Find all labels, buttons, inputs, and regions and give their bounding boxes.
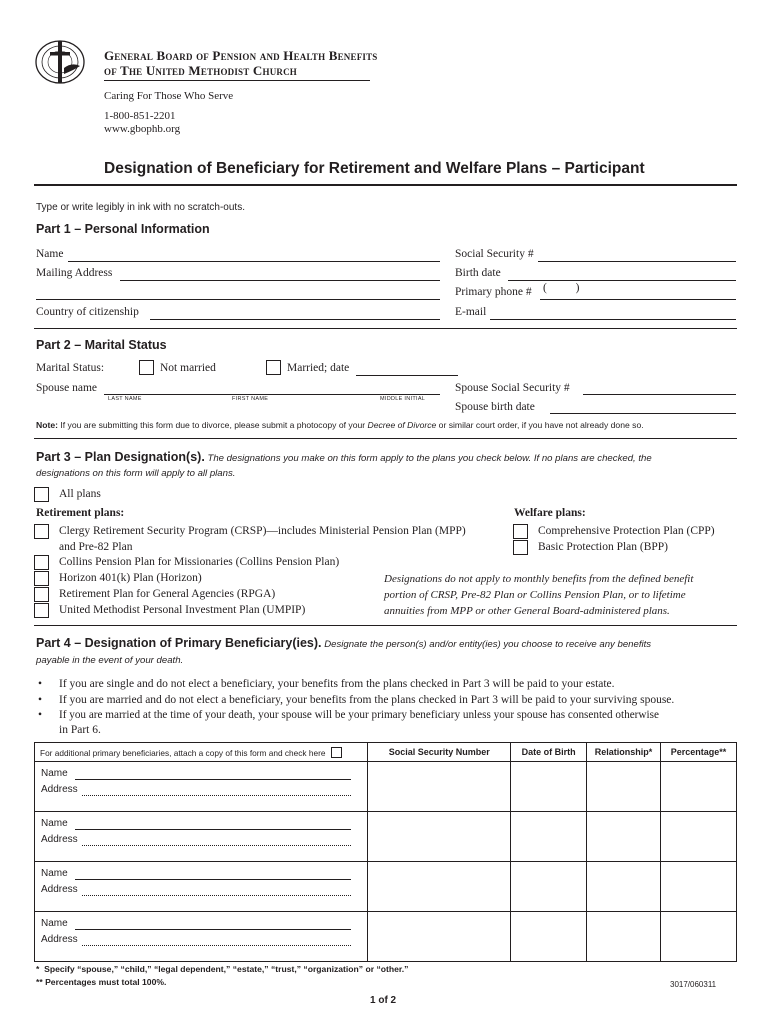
beneficiary-ssn-cell[interactable]: [368, 762, 511, 812]
additional-beneficiaries-text: For additional primary beneficiaries, attach a copy of this form and check here: [40, 747, 326, 758]
welfare-note-3: annuities from MPP or other General Board-administered plans.: [384, 605, 670, 617]
part4-heading-row: [36, 636, 651, 650]
beneficiary-address-line: [82, 895, 351, 896]
crsp-checkbox[interactable]: [34, 524, 49, 539]
additional-beneficiaries-checkbox[interactable]: [331, 747, 342, 758]
bullet-2-dot: •: [38, 694, 43, 706]
table-row: [35, 912, 737, 962]
married-checkbox[interactable]: [266, 360, 281, 375]
beneficiary-name-address-cell[interactable]: [35, 862, 368, 912]
marital-status-label: Marital Status:: [36, 362, 105, 374]
middle-initial-caption: MIDDLE INITIAL: [380, 396, 426, 402]
crsp-label-cont: and Pre-82 Plan: [59, 541, 133, 553]
divorce-note: [36, 420, 644, 430]
last-name-caption: LAST NAME: [108, 396, 142, 402]
spouse-birth-label: Spouse birth date: [455, 401, 535, 413]
footnote-percentage: ** Percentages must total 100%.: [36, 977, 167, 987]
part4-subtext-b: payable in the event of your death.: [36, 655, 184, 666]
part3-subtext-a: The designations you make on this form apply to the plans you check below. If no plans are checked, the: [204, 453, 652, 464]
primary-phone-label: Primary phone #: [455, 286, 532, 298]
beneficiary-percentage-cell[interactable]: [661, 762, 737, 812]
birth-date-label: Birth date: [455, 267, 501, 279]
relationship-column-header: Relationship*: [587, 743, 661, 762]
org-website: www.gbophb.org: [104, 123, 181, 135]
bullet-3: If you are married at the time of your death, your spouse will be your primary beneficiary unless your spouse has consented otherwise: [59, 709, 659, 721]
beneficiary-table-header: [35, 743, 737, 762]
bpp-checkbox[interactable]: [513, 540, 528, 555]
birth-date-field[interactable]: [508, 280, 736, 281]
cpp-checkbox[interactable]: [513, 524, 528, 539]
beneficiary-name-address-cell[interactable]: [35, 912, 368, 962]
beneficiary-name-line: [75, 929, 351, 930]
ssn-label: Social Security #: [455, 248, 534, 260]
all-plans-checkbox[interactable]: [34, 487, 49, 502]
beneficiary-percentage-cell[interactable]: [661, 862, 737, 912]
phone-area-code: ( ): [543, 282, 580, 294]
note-decree: Decree of Divorce: [367, 420, 437, 430]
note-text-b: or similar court order, if you have not already done so.: [436, 420, 644, 430]
beneficiary-name-label: Name: [41, 918, 68, 929]
percentage-column-header: Percentage**: [661, 743, 737, 762]
bullet-1-dot: •: [38, 678, 43, 690]
beneficiary-address-line: [82, 795, 351, 796]
beneficiary-name-line: [75, 779, 351, 780]
beneficiary-table: [34, 742, 737, 962]
dob-column-header: Date of Birth: [511, 743, 587, 762]
bullet-1: If you are single and do not elect a beneficiary, your benefits from the plans checked in Part 3 will be paid to your estate.: [59, 678, 615, 690]
form-code: 3017/060311: [670, 980, 717, 989]
email-field[interactable]: [490, 319, 736, 320]
part3-subtext-b: designations on this form will apply to all plans.: [36, 468, 236, 479]
table-row: [35, 762, 737, 812]
note-text-a: If you are submitting this form due to divorce, please submit a photocopy of your: [57, 420, 368, 430]
ssn-column-header: Social Security Number: [368, 743, 511, 762]
beneficiary-name-line: [75, 829, 351, 830]
beneficiary-name-address-cell[interactable]: [35, 762, 368, 812]
part4-heading: Part 4 – Designation of Primary Beneficiary(ies).: [36, 636, 322, 650]
form-title: Designation of Beneficiary for Retirement and Welfare Plans – Participant: [104, 160, 645, 177]
beneficiary-dob-cell[interactable]: [511, 862, 587, 912]
instruction: Type or write legibly in ink with no scratch-outs.: [36, 202, 245, 213]
spouse-ssn-label: Spouse Social Security #: [455, 382, 570, 394]
org-name-line1: General Board of Pension and Health Benefits: [104, 48, 378, 63]
beneficiary-address-label: Address: [41, 834, 78, 845]
not-married-label: Not married: [160, 362, 216, 374]
mailing-address-field-2[interactable]: [36, 299, 440, 300]
beneficiary-ssn-cell[interactable]: [368, 812, 511, 862]
bullet-3-cont: in Part 6.: [59, 724, 101, 736]
beneficiary-percentage-cell[interactable]: [661, 812, 737, 862]
beneficiary-relationship-cell[interactable]: [587, 762, 661, 812]
bullet-2: If you are married and do not elect a beneficiary, your benefits from the plans checked in Part 3 will be paid to your surviving spouse.: [59, 694, 675, 706]
part4-subtext-a: Designate the person(s) and/or entity(ies) you choose to receive any benefits: [321, 639, 652, 650]
horizon-label: Horizon 401(k) Plan (Horizon): [59, 572, 202, 584]
name-label: Name: [36, 248, 64, 260]
beneficiary-percentage-cell[interactable]: [661, 912, 737, 962]
email-label: E-mail: [455, 306, 487, 318]
married-date-label: Married; date: [287, 362, 350, 374]
collins-checkbox[interactable]: [34, 555, 49, 570]
welfare-note-2: portion of CRSP, Pre-82 Plan or Collins Pension Plan, or to lifetime: [384, 589, 686, 601]
header-rule: [104, 80, 370, 81]
spouse-name-label: Spouse name: [36, 382, 98, 394]
collins-label: Collins Pension Plan for Missionaries (Collins Pension Plan): [59, 556, 340, 568]
table-row: [35, 862, 737, 912]
org-phone: 1-800-851-2201: [104, 110, 176, 122]
beneficiary-address-line: [82, 845, 351, 846]
beneficiary-dob-cell[interactable]: [511, 912, 587, 962]
beneficiary-ssn-cell[interactable]: [368, 912, 511, 962]
part2-rule: [34, 438, 737, 439]
beneficiary-dob-cell[interactable]: [511, 762, 587, 812]
welfare-heading: Welfare plans:: [514, 507, 586, 519]
beneficiary-relationship-cell[interactable]: [587, 812, 661, 862]
welfare-note-1: Designations do not apply to monthly benefits from the defined benefit: [384, 573, 694, 585]
all-plans-label: All plans: [59, 488, 101, 500]
married-date-field[interactable]: [356, 375, 458, 376]
bullet-3-dot: •: [38, 709, 43, 721]
crsp-label: Clergy Retirement Security Program (CRSP)—includes Ministerial Pension Plan (MPP): [59, 525, 466, 537]
beneficiary-relationship-cell[interactable]: [587, 912, 661, 962]
rpga-checkbox[interactable]: [34, 587, 49, 602]
beneficiary-name-label: Name: [41, 868, 68, 879]
beneficiary-address-label: Address: [41, 784, 78, 795]
part1-heading: Part 1 – Personal Information: [36, 222, 210, 236]
ssn-field[interactable]: [538, 261, 736, 262]
country-field[interactable]: [150, 319, 440, 320]
mailing-address-field[interactable]: [120, 280, 440, 281]
name-field[interactable]: [68, 261, 440, 262]
note-label: Note:: [36, 420, 58, 430]
beneficiary-ssn-cell[interactable]: [368, 862, 511, 912]
table-row: [35, 812, 737, 862]
beneficiary-address-label: Address: [41, 934, 78, 945]
rpga-label: Retirement Plan for General Agencies (RPGA): [59, 588, 276, 600]
first-name-caption: FIRST NAME: [232, 396, 269, 402]
additional-beneficiaries-header: [35, 743, 368, 762]
gbophb-logo: [34, 38, 94, 86]
beneficiary-dob-cell[interactable]: [511, 812, 587, 862]
beneficiary-name-line: [75, 879, 351, 880]
country-label: Country of citizenship: [36, 306, 139, 318]
spouse-name-field[interactable]: [104, 394, 440, 395]
footnote-relationship: * Specify “spouse,” “child,” “legal dependent,” “estate,” “trust,” “organization” or “other.”: [36, 964, 409, 974]
beneficiary-name-label: Name: [41, 768, 68, 779]
page-number: 1 of 2: [370, 995, 397, 1006]
cpp-label: Comprehensive Protection Plan (CPP): [538, 525, 715, 537]
not-married-checkbox[interactable]: [139, 360, 154, 375]
primary-phone-field[interactable]: [540, 299, 736, 300]
mailing-address-label: Mailing Address: [36, 267, 113, 279]
umpip-label: United Methodist Personal Investment Plan (UMPIP): [59, 604, 306, 616]
part3-heading: Part 3 – Plan Designation(s).: [36, 450, 205, 464]
part1-rule: [34, 328, 737, 329]
umpip-checkbox[interactable]: [34, 603, 49, 618]
title-rule: [34, 184, 737, 186]
beneficiary-relationship-cell[interactable]: [587, 862, 661, 912]
part2-heading: Part 2 – Marital Status: [36, 338, 167, 352]
org-name-line2: of The United Methodist Church: [104, 63, 298, 78]
bpp-label: Basic Protection Plan (BPP): [538, 541, 669, 553]
retirement-heading: Retirement plans:: [36, 507, 125, 519]
beneficiary-name-label: Name: [41, 818, 68, 829]
spouse-birth-field[interactable]: [550, 413, 736, 414]
beneficiary-address-line: [82, 945, 351, 946]
org-tagline: Caring For Those Who Serve: [104, 90, 234, 102]
beneficiary-name-address-cell[interactable]: [35, 812, 368, 862]
horizon-checkbox[interactable]: [34, 571, 49, 586]
beneficiary-address-label: Address: [41, 884, 78, 895]
spouse-ssn-field[interactable]: [583, 394, 736, 395]
part3-rule: [34, 625, 737, 626]
part3-heading-row: [36, 450, 652, 464]
